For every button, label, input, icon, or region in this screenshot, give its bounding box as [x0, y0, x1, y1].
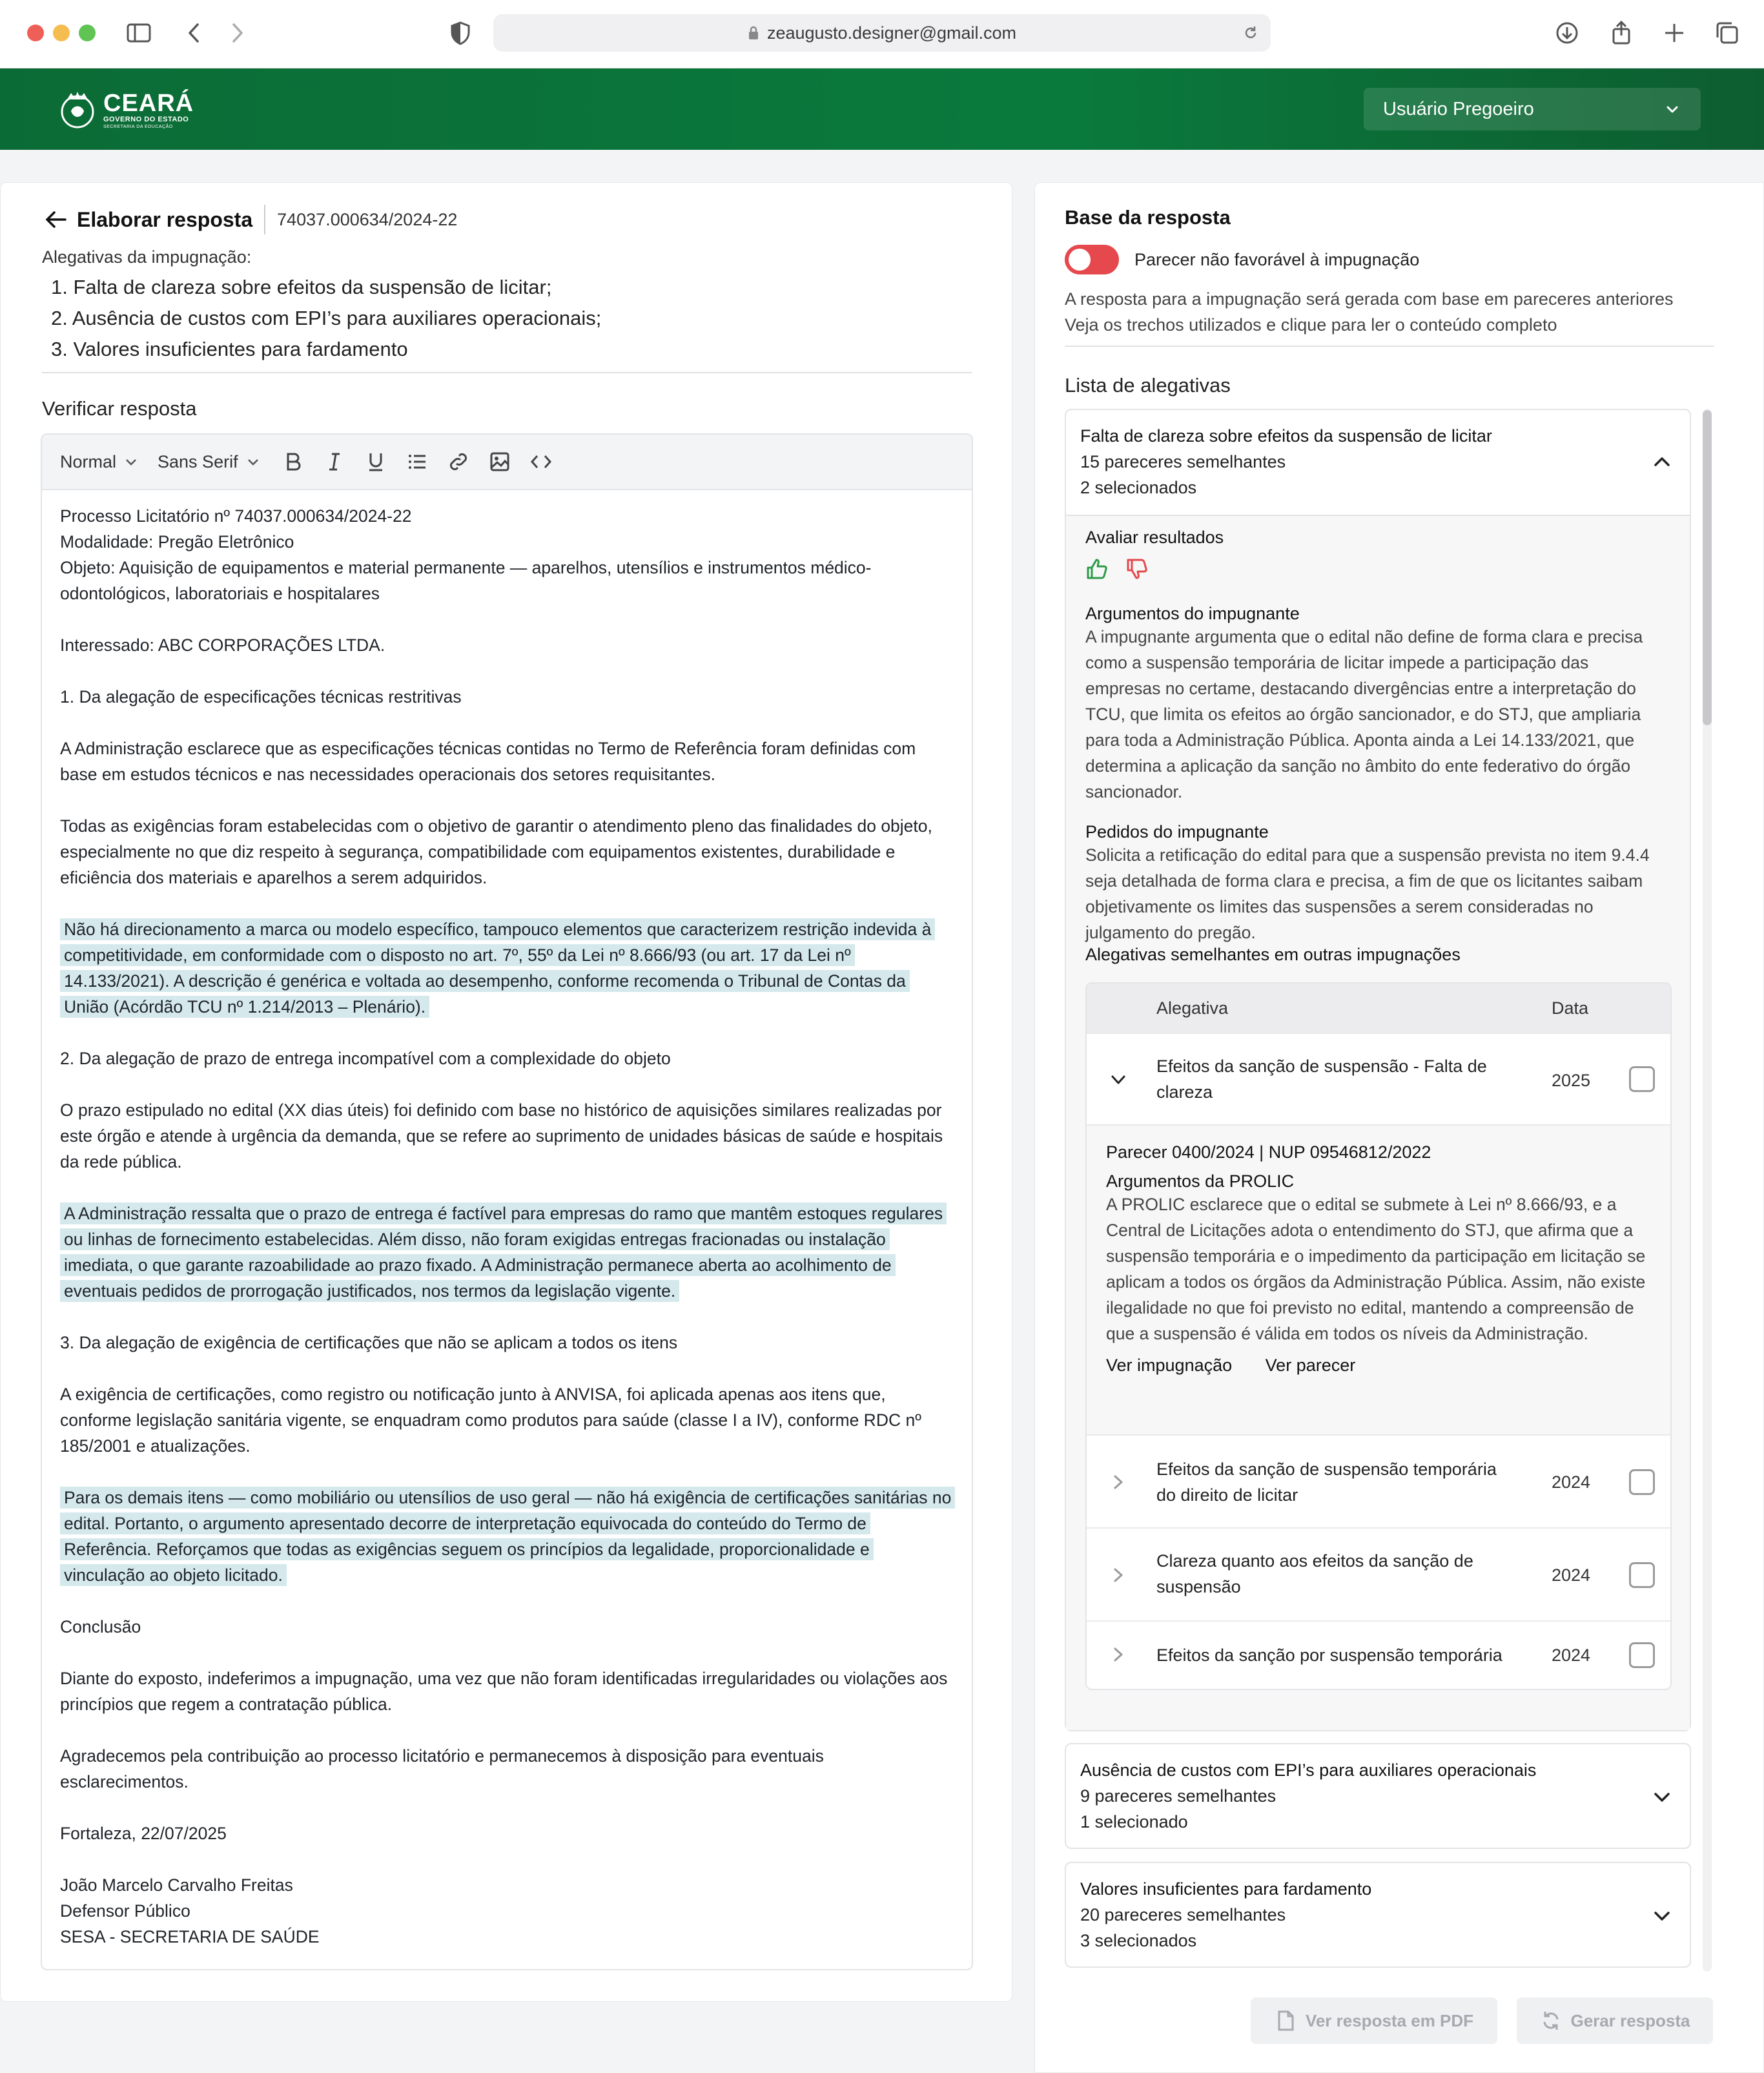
chevron-right-icon[interactable] — [1107, 1471, 1129, 1493]
font-select-value: Sans Serif — [158, 451, 238, 471]
page-title: Elaborar resposta — [77, 207, 253, 231]
selected-count: 2 selecionados — [1080, 478, 1197, 497]
chevron-up-icon[interactable] — [1651, 451, 1673, 473]
row-allegation: Efeitos da sanção de suspensão - Falta de clareza — [1156, 1057, 1487, 1102]
doc-paragraph: Todas as exigências foram estabelecidas com o objetivo de garantir o atendimento pleno das finalidades do objeto, especialmente no que diz respeito à segurança, compatibilidade com equipamentos existentes, durabilidade e eficiência dos materiais e aparelhos a serem adquiridos. — [60, 816, 932, 887]
response-editor-panel — [0, 182, 1012, 2002]
parecer-title: Parecer 0400/2024 | NUP 09546812/2022 — [1106, 1142, 1431, 1162]
allegations-list-title: Lista de alegativas — [1065, 374, 1231, 397]
arrow-left-icon[interactable] — [43, 207, 69, 232]
doc-line: Modalidade: Pregão Eletrônico — [60, 532, 294, 552]
editor-content[interactable] — [60, 503, 955, 1950]
doc-paragraph-highlighted — [60, 916, 955, 1020]
row-allegation: Efeitos da sanção de suspensão temporária do direito de licitar — [1156, 1459, 1497, 1505]
doc-paragraph-highlighted — [60, 1485, 955, 1588]
accordion-header[interactable] — [1080, 423, 1492, 500]
accordion-header[interactable] — [1080, 1757, 1536, 1835]
user-role-value: Usuário Pregoeiro — [1383, 98, 1534, 119]
back-icon[interactable] — [181, 19, 208, 46]
doc-paragraph: O prazo estipulado no edital (XX dias úteis) foi definido com base no histórico de aquisições similares realizadas por este órgão e atende à urgência da demanda, que se refere ao suprimento de unidades básicas de saúde e hospitais da rede pública. — [60, 1100, 943, 1171]
bold-icon — [282, 450, 305, 473]
list-button[interactable] — [404, 448, 431, 475]
highlighted-text: Não há direcionamento a marca ou modelo específico, tampouco elementos que caracterizem restrição indevida à competitividade, em conformidade com o disposto no art. 7º, 55º da Lei nº 8.666/93 (ou art. 17 da Lei nº 14.133/2021). A descrição é genérica e voltada ao desempenho, conforme recomenda o Tribunal de Contas da União (Acórdão TCU nº 1.214/2013 – Plenário). — [60, 918, 935, 1018]
sidebar-icon[interactable] — [125, 19, 152, 46]
requests-title: Pedidos do impugnante — [1085, 822, 1269, 841]
doc-paragraph: A exigência de certificações, como registro ou notificação junto à ANVISA, foi aplicada apenas aos itens que, conforme legislação sanitária vigente, se enquadram como produtos para saúde (classe I a IV), conforme RDC nº 185/2001 e atualizações. — [60, 1385, 921, 1456]
chevron-down-icon[interactable] — [1651, 1904, 1673, 1926]
highlighted-text: A Administração ressalta que o prazo de entrega é factível para empresas do ramo que mantêm estoques regulares ou linhas de fornecimento estabelecidas. Além disso, não foram exigidas entregas fracionadas ou instalação imediata, o que garante razoabilidade ao prazo fixado. A Administração permanece aberta ao acolhimento de eventuais pedidos de prorrogação justificados, nos termos da legislação vigente. — [60, 1202, 947, 1302]
underline-button[interactable] — [362, 448, 389, 475]
accordion-title: Ausência de custos com EPI’s para auxiliares operacionais — [1080, 1760, 1537, 1780]
response-basis-panel — [1034, 182, 1764, 2073]
allegations-list — [51, 272, 601, 365]
image-icon — [488, 450, 511, 473]
similar-title: Alegativas semelhantes em outras impugnações — [1085, 945, 1461, 964]
doc-paragraph: A Administração esclarece que as especificações técnicas contidas no Termo de Referência foram definidas com base em estudos técnicos e nas necessidades operacionais dos setores requisitantes. — [60, 739, 916, 784]
image-button[interactable] — [486, 448, 513, 475]
allegation-item: 3. Valores insuficientes para fardamento — [51, 338, 408, 360]
view-parecer-link[interactable]: Ver parecer — [1265, 1356, 1356, 1375]
minimize-window-button[interactable] — [53, 25, 70, 41]
underline-icon — [364, 450, 387, 473]
forward-icon[interactable] — [223, 19, 251, 46]
doc-signature-org: SESA - SECRETARIA DE SAÚDE — [60, 1927, 320, 1946]
reload-icon[interactable] — [1242, 25, 1259, 41]
divider — [42, 372, 972, 373]
row-allegation: Efeitos da sanção por suspensão temporária — [1156, 1645, 1502, 1665]
table-row[interactable] — [1087, 1434, 1670, 1527]
logo-title: CEARÁ — [103, 90, 194, 117]
title-divider — [264, 205, 265, 234]
bullet-list-icon — [405, 450, 429, 473]
column-header-date: Data — [1552, 998, 1589, 1018]
view-impugnation-link[interactable]: Ver impugnação — [1106, 1356, 1233, 1375]
allegation-item: 2. Ausência de custos com EPI’s para auxiliares operacionais; — [51, 307, 602, 329]
doc-section-title: Conclusão — [60, 1617, 141, 1636]
accordion-body — [1066, 515, 1690, 1730]
font-select[interactable] — [158, 452, 262, 472]
similar-count: 20 pareceres semelhantes — [1080, 1905, 1286, 1924]
panel-title: Base da resposta — [1065, 206, 1231, 229]
args-text: A impugnante argumenta que o edital não define de forma clara e precisa como a suspensão temporária de licitar impede a participação das empresas no certame, destacando divergências entre a interpretação do TCU, que limita os efeitos ao órgão sancionador, e do STJ, que ampliaria para toda a Administração Pública. Aponta ainda a Lei 14.133/2021, que determina a aplicação da sanção no âmbito do ente federativo do órgão sancionador. — [1085, 627, 1643, 801]
user-role-select[interactable] — [1364, 88, 1701, 130]
doc-paragraph: Diante do exposto, indeferimos a impugnação, uma vez que não foram identificadas irregularidades ou violações aos princípios que regem a contratação pública. — [60, 1669, 948, 1714]
close-window-button[interactable] — [27, 25, 44, 41]
table-row-expanded[interactable] — [1087, 1033, 1670, 1124]
logo-secretaria: SECRETARIA DA EDUCAÇÃO — [103, 125, 173, 129]
share-icon[interactable] — [1608, 19, 1635, 46]
allegation-accordion-3[interactable] — [1065, 1862, 1691, 1968]
chevron-right-icon[interactable] — [1107, 1644, 1129, 1666]
row-checkbox[interactable] — [1629, 1642, 1655, 1668]
chevron-down-icon — [123, 453, 139, 470]
doc-line: Processo Licitatório nº 74037.000634/2024-22 — [60, 506, 412, 526]
ceara-emblem-icon — [59, 90, 96, 130]
thumbs-down-icon[interactable] — [1125, 557, 1149, 581]
accordion-header[interactable] — [1080, 1876, 1371, 1954]
format-select-value: Normal — [60, 451, 117, 471]
address-bar[interactable] — [493, 14, 1271, 52]
accordion-title: Falta de clareza sobre efeitos da suspensão de licitar — [1080, 426, 1492, 446]
divider — [1065, 346, 1714, 347]
chevron-down-icon — [1663, 100, 1681, 118]
allegations-label: Alegativas da impugnação: — [42, 247, 252, 267]
doc-section-title: 3. Da alegação de exigência de certificações que não se aplicam a todos os itens — [60, 1333, 678, 1352]
link-button[interactable] — [445, 448, 472, 475]
table-row[interactable] — [1087, 1620, 1670, 1687]
allegation-accordion-1 — [1065, 409, 1691, 1731]
pdf-file-icon — [1275, 2010, 1297, 2032]
shield-icon[interactable] — [447, 19, 474, 46]
view-pdf-button[interactable] — [1251, 1997, 1497, 2044]
requests-text: Solicita a retificação do edital para que a suspensão prevista no item 9.4.4 seja detalhada de forma clara e precisa, a fim de que os licitantes saibam objetivamente os limites das suspensões a serem consideradas no julgamento do pregão. — [1085, 845, 1650, 942]
row-allegation: Clareza quanto aos efeitos da sanção de suspensão — [1156, 1551, 1473, 1596]
parecer-details — [1087, 1124, 1670, 1434]
logo-subtitle: GOVERNO DO ESTADO — [103, 116, 189, 123]
editor-toolbar — [42, 435, 972, 490]
evaluate-label: Avaliar resultados — [1085, 528, 1224, 547]
similar-allegations-table — [1085, 982, 1672, 1690]
doc-line: Objeto: Aquisição de equipamentos e material permanente — aparelhos, utensílios e instrumentos médico-odontológicos, laboratoriais e hospitalares — [60, 558, 872, 603]
parecer-subtitle: Argumentos da PROLIC — [1106, 1171, 1295, 1191]
scrollbar-thumb[interactable] — [1703, 410, 1712, 725]
url-text: zeaugusto.designer@gmail.com — [766, 23, 1017, 43]
generate-response-button[interactable] — [1517, 1997, 1713, 2044]
chevron-down-icon[interactable] — [1107, 1069, 1129, 1091]
unfavorable-toggle[interactable] — [1065, 245, 1119, 274]
refresh-icon — [1540, 2010, 1562, 2032]
app-header — [0, 68, 1764, 150]
thumbs-up-icon[interactable] — [1085, 557, 1109, 581]
chevron-down-icon[interactable] — [1651, 1786, 1673, 1808]
doc-section-title: 2. Da alegação de prazo de entrega incompatível com a complexidade do objeto — [60, 1049, 671, 1068]
parecer-text: A PROLIC esclarece que o edital se submete à Lei nº 8.666/93, e a Central de Licitações adota o entendimento do STJ, que afirma que a suspensão temporária e o impedimento da participação em licitação se aplicam a todos os órgãos da Administração Pública. Assim, não existe ilegalidade no que foi previsto no edital, mantendo a compreensão de que a suspensão é válida em todos os níveis da Administração. — [1106, 1195, 1646, 1343]
verify-response-title: Verificar resposta — [42, 397, 197, 420]
doc-date: Fortaleza, 22/07/2025 — [60, 1824, 227, 1843]
column-header-allegation: Alegativa — [1156, 998, 1229, 1018]
maximize-window-button[interactable] — [79, 25, 96, 41]
allegation-item: 1. Falta de clareza sobre efeitos da suspensão de licitar; — [51, 276, 552, 298]
ceara-logo — [59, 88, 194, 133]
doc-section-title: 1. Da alegação de especificações técnicas restritivas — [60, 687, 462, 706]
lock-icon — [748, 26, 759, 40]
view-pdf-label: Ver resposta em PDF — [1305, 2010, 1474, 2030]
similar-count: 9 pareceres semelhantes — [1080, 1786, 1277, 1806]
row-year: 2024 — [1552, 1645, 1591, 1665]
doc-signature-role: Defensor Público — [60, 1901, 190, 1921]
accordion-title: Valores insuficientes para fardamento — [1080, 1879, 1372, 1899]
rich-text-editor — [41, 433, 973, 1970]
row-checkbox[interactable] — [1629, 1469, 1655, 1495]
bold-button[interactable] — [280, 448, 307, 475]
allegation-accordion-2[interactable] — [1065, 1743, 1691, 1849]
highlighted-text: Para os demais itens — como mobiliário ou utensílios de uso geral — não há exigência de certificações sanitárias no edital. Portanto, o argumento apresentado decorre de interpretação equivocada do conteúdo do Termo de Referência. Reforçamos que todas as exigências seguem os princípios da legalidade, proporcionalidade e vinculação ao objeto licitado. — [60, 1487, 955, 1586]
row-checkbox[interactable] — [1629, 1562, 1655, 1588]
toggle-knob — [1069, 249, 1091, 271]
download-icon[interactable] — [1554, 19, 1581, 46]
similar-count: 15 pareceres semelhantes — [1080, 452, 1286, 471]
generate-response-label: Gerar resposta — [1570, 2010, 1690, 2030]
tabs-overview-icon[interactable] — [1714, 19, 1741, 46]
doc-signature-name: João Marcelo Carvalho Freitas — [60, 1875, 293, 1895]
link-icon — [447, 450, 470, 473]
italic-icon — [323, 450, 346, 473]
code-icon — [529, 450, 553, 473]
new-tab-icon[interactable] — [1661, 19, 1688, 46]
row-year: 2024 — [1552, 1565, 1591, 1585]
format-select[interactable] — [60, 452, 139, 472]
description-line: A resposta para a impugnação será gerada com base em pareceres anteriores — [1065, 289, 1674, 309]
selected-count: 3 selecionados — [1080, 1931, 1197, 1950]
doc-paragraph-highlighted — [60, 1201, 955, 1304]
doc-line: Interessado: ABC CORPORAÇÕES LTDA. — [60, 635, 385, 655]
chevron-right-icon[interactable] — [1107, 1564, 1129, 1586]
table-row[interactable] — [1087, 1527, 1670, 1620]
description-line: Veja os trechos utilizados e clique para ler o conteúdo completo — [1065, 315, 1557, 335]
italic-button[interactable] — [321, 448, 348, 475]
process-number: 74037.000634/2024-22 — [277, 209, 458, 229]
row-year: 2025 — [1552, 1071, 1591, 1090]
chevron-down-icon — [245, 453, 262, 470]
table-header — [1087, 984, 1670, 1033]
doc-paragraph: Agradecemos pela contribuição ao processo licitatório e permanecemos à disposição para eventuais esclarecimentos. — [60, 1746, 824, 1791]
args-title: Argumentos do impugnante — [1085, 604, 1300, 623]
code-button[interactable] — [528, 448, 555, 475]
row-year: 2024 — [1552, 1472, 1591, 1492]
toggle-label: Parecer não favorável à impugnação — [1134, 250, 1420, 269]
browser-chrome — [0, 0, 1764, 68]
selected-count: 1 selecionado — [1080, 1812, 1188, 1831]
row-checkbox[interactable] — [1629, 1066, 1655, 1092]
